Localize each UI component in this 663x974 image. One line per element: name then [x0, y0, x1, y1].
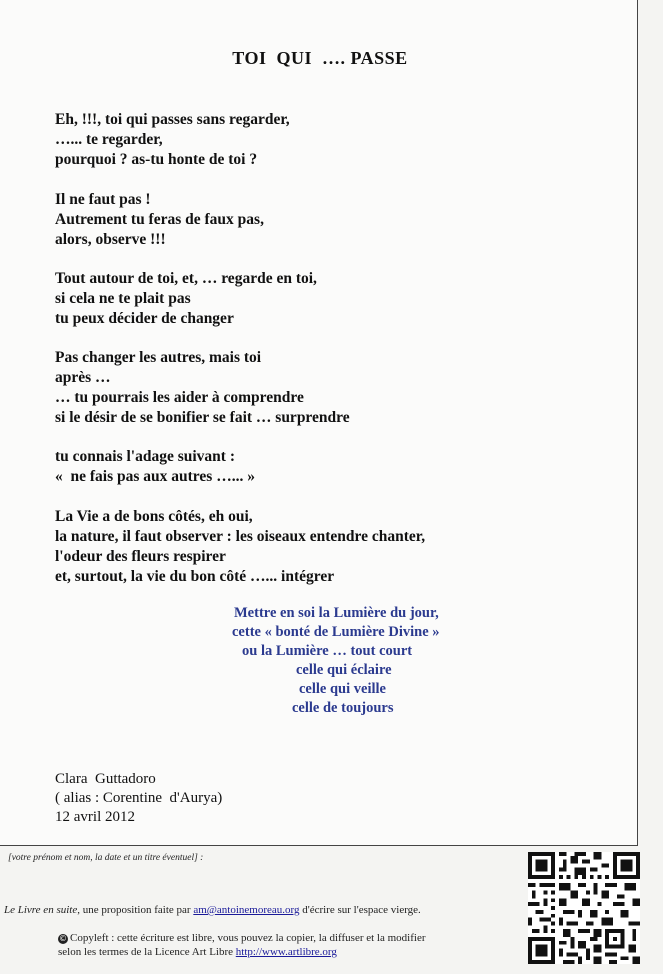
closing-line: celle de toujours — [292, 700, 394, 716]
poem-title: TOI QUI …. PASSE — [232, 48, 408, 68]
verse-line: Autrement tu feras de faux pas, — [55, 211, 264, 228]
verse-line: et, surtout, la vie du bon côté …... intégrer — [55, 568, 335, 585]
verse-line: si cela ne te plait pas — [55, 290, 191, 307]
footer-proposal — [4, 904, 421, 916]
stanza-1 — [55, 110, 290, 170]
author-alias: ( alias : Corentine d'Aurya) — [55, 790, 223, 806]
verse-line: la nature, il faut observer : les oiseaux entendre chanter, — [55, 528, 426, 545]
verse-line: si le désir de se bonifier se fait … surprendre — [55, 409, 350, 426]
author-signature — [55, 770, 222, 827]
proposal-end: d'écrire sur l'espace vierge. — [299, 904, 421, 916]
stanza-4 — [55, 348, 350, 428]
closing-line: celle qui veille — [299, 681, 386, 697]
verse-line: Tout autour de toi, et, … regarde en toi, — [55, 270, 317, 287]
verse-line: Pas changer les autres, mais toi — [55, 349, 262, 366]
footer-prompt: [votre prénom et nom, la date et un titre éventuel] : — [8, 853, 204, 863]
verse-line: alors, observe !!! — [55, 231, 166, 248]
verse-line: … tu pourrais les aider à comprendre — [55, 389, 304, 406]
author-date: 12 avril 2012 — [55, 809, 135, 825]
stanza-2 — [55, 190, 264, 250]
verse-line: …... te regarder, — [55, 131, 163, 148]
project-name: Le Livre en suite — [4, 904, 78, 916]
verse-line: « ne fais pas aux autres …... » — [55, 468, 255, 485]
copyleft-line-1: Copyleft : cette écriture est libre, vous pouvez la copier, la diffuser et la modifier — [70, 932, 426, 944]
copyleft-notice — [58, 931, 426, 959]
verse-line: l'odeur des fleurs respirer — [55, 548, 226, 565]
verse-line: pourquoi ? as-tu honte de toi ? — [55, 151, 258, 168]
verse-line: tu connais l'adage suivant : — [55, 448, 236, 465]
verse-line: La Vie a de bons côtés, eh oui, — [55, 508, 253, 525]
qr-code-icon[interactable] — [528, 852, 640, 964]
closing-line: celle qui éclaire — [296, 662, 392, 678]
verse-line: Il ne faut pas ! — [55, 191, 151, 208]
stanza-5 — [55, 447, 255, 487]
proposal-text: , une proposition faite par — [77, 904, 194, 916]
verse-line: Eh, !!!, toi qui passes sans regarder, — [55, 111, 290, 128]
closing-stanza — [170, 604, 530, 718]
closing-line: Mettre en soi la Lumière du jour, — [234, 605, 439, 621]
closing-line: cette « bonté de Lumière Divine » — [232, 624, 440, 640]
verse-line: tu peux décider de changer — [55, 310, 234, 327]
author-name: Clara Guttadoro — [55, 771, 156, 787]
copyleft-icon: © — [59, 934, 67, 943]
copyleft-line-2: selon les termes de la Licence Art Libre — [58, 946, 236, 958]
stanza-6 — [55, 507, 425, 587]
email-link[interactable]: am@antoinemoreau.org — [193, 904, 300, 916]
closing-line: ou la Lumière … tout court — [242, 643, 413, 659]
stanza-3 — [55, 269, 317, 329]
verse-line: après … — [55, 369, 111, 386]
license-link[interactable]: http://www.artlibre.org — [235, 946, 337, 958]
